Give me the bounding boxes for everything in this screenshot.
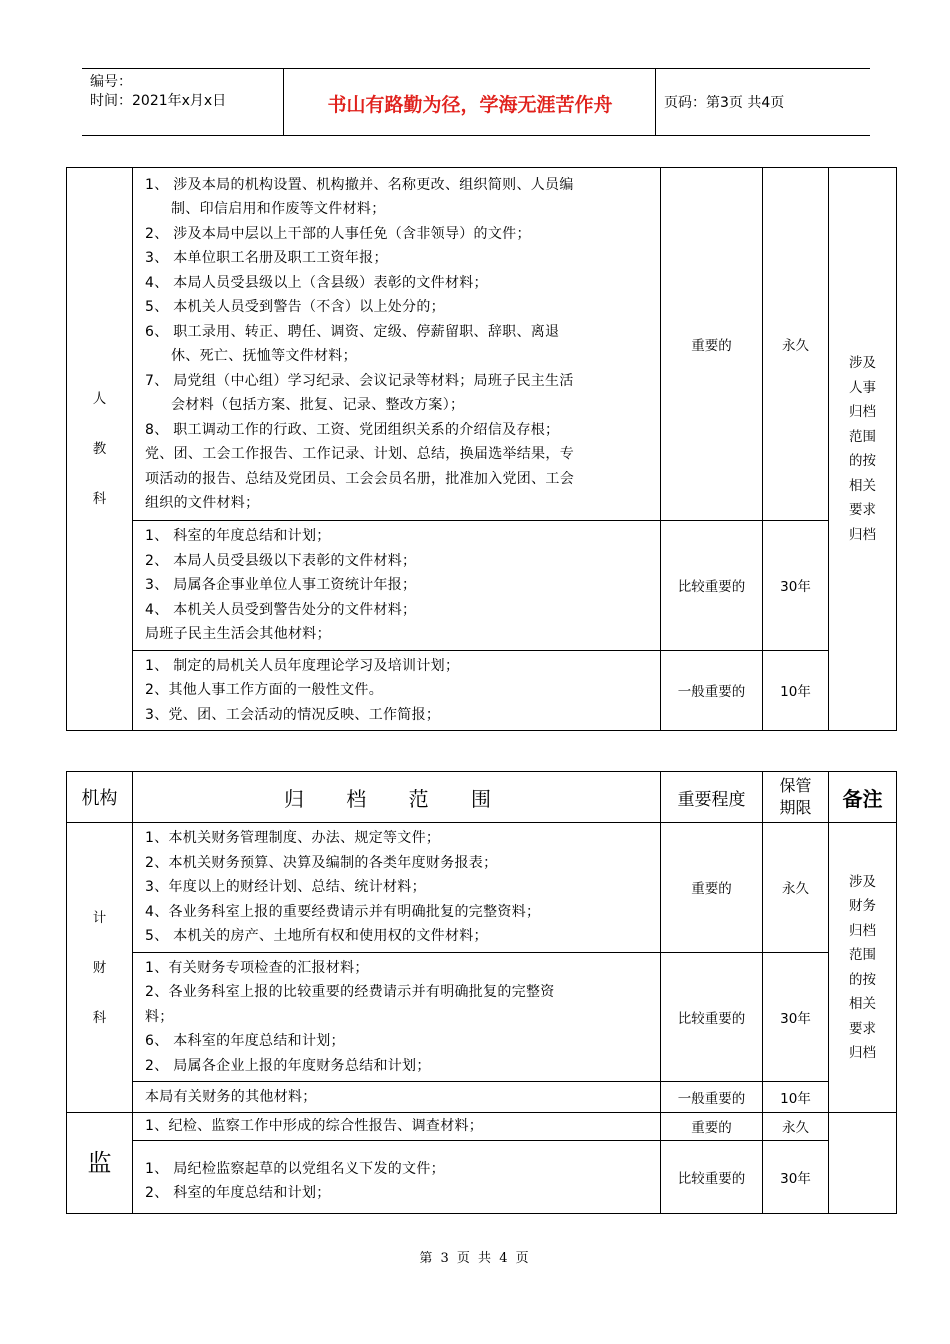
scope-line: 2、各业务科室上报的比较重要的经费请示并有明确批复的完整资 [145, 984, 555, 1000]
scope-cell [133, 521, 661, 651]
scope-cell [133, 823, 661, 953]
period-cell: 10年 [763, 1082, 829, 1113]
col-header-org: 机构 [67, 772, 133, 823]
scope-line: 1、 科室的年度总结和计划； [145, 528, 331, 544]
scope-line: 1、本机关财务管理制度、办法、规定等文件； [145, 830, 441, 846]
scope-line: 党、团、工会工作报告、工作记录、计划、总结，换届选举结果，专 [145, 446, 574, 462]
scope-line: 项活动的报告、总结及党团员、工会会员名册，批准加入党团、工会 [145, 470, 574, 487]
note-line: 归档 [849, 1045, 876, 1061]
org-cell-jian [67, 1113, 133, 1214]
scope-cell [133, 1082, 661, 1113]
scope-line: 2、 局属各企业上报的年度财务总结和计划； [145, 1057, 431, 1074]
archive-table-renjiao [66, 167, 897, 731]
importance-cell: 重要的 [661, 823, 763, 953]
col-header-note: 备注 [829, 772, 897, 823]
period-cell: 永久 [763, 168, 829, 521]
scope-cell [133, 650, 661, 731]
scope-line: 组织的文件材料； [145, 495, 260, 511]
period-cell: 永久 [763, 1113, 829, 1141]
scope-line: 料； [145, 1008, 174, 1025]
note-cell [829, 823, 897, 1113]
note-line: 的按 [849, 971, 876, 988]
note-line: 涉及 [849, 873, 876, 890]
org-cell-renjiao [67, 168, 133, 731]
importance-cell: 比较重要的 [661, 952, 763, 1082]
col-header-period-line2: 期限 [779, 798, 812, 817]
scope-cell [133, 1113, 661, 1141]
note-line: 要求 [849, 502, 876, 518]
scope-line: 5、 本机关人员受到警告（不含）以上处分的； [145, 299, 445, 315]
scope-line: 4、各业务科室上报的重要经费请示并有明确批复的完整资料； [145, 903, 541, 920]
period-cell: 永久 [763, 823, 829, 953]
scope-line: 1、 制定的局机关人员年度理论学习及培训计划； [145, 657, 460, 674]
scope-cell [133, 168, 661, 521]
scope-cell [133, 952, 661, 1082]
scope-line: 2、 本局人员受县级以下表彰的文件材料； [145, 552, 417, 569]
header-bottom-rule [82, 135, 870, 136]
note-line: 范围 [849, 947, 876, 963]
note-line: 归档 [849, 922, 876, 939]
scope-line: 1、 局纪检监察起草的以党组名义下发的文件； [145, 1160, 445, 1177]
scope-line: 制、印信启用和作废等文件材料； [171, 201, 386, 217]
col-header-period-line1: 保管 [779, 776, 812, 795]
note-line: 财务 [849, 898, 876, 914]
period-cell: 30年 [763, 952, 829, 1082]
scope-cell [133, 1140, 661, 1213]
page-indicator: 页码：第3页 共4页 [664, 95, 785, 111]
org-cell-jicai [67, 823, 133, 1113]
scope-line: 3、 本单位职工名册及职工工资年报； [145, 250, 388, 266]
doc-number-label: 编号： [90, 74, 132, 90]
org-char: 计 [92, 909, 107, 926]
scope-line: 2、本机关财务预算、决算及编制的各类年度财务报表； [145, 854, 498, 871]
header-top-rule [82, 68, 870, 69]
scope-line: 2、其他人事工作方面的一般性文件。 [145, 682, 384, 698]
scope-line: 8、 职工调动工作的行政、工资、党团组织关系的介绍信及存根； [145, 421, 560, 438]
org-char: 监 [87, 1148, 112, 1177]
importance-cell: 比较重要的 [661, 1140, 763, 1213]
scope-line: 2、 涉及本局中层以上干部的人事任免（含非领导）的文件； [145, 225, 531, 242]
note-line: 涉及 [849, 355, 876, 371]
doc-time-label: 时间：2021年x月x日 [90, 93, 227, 109]
scope-line: 4、 本机关人员受到警告处分的文件材料； [145, 601, 417, 618]
period-cell: 30年 [763, 521, 829, 651]
note-cell [829, 168, 897, 731]
archive-table-jicai [66, 771, 897, 1214]
scope-line: 本局有关财务的其他材料； [145, 1088, 317, 1105]
scope-line: 会材料（包括方案、批复、记录、整改方案）； [171, 397, 465, 413]
period-cell: 30年 [763, 1140, 829, 1213]
scope-line: 1、纪检、监察工作中形成的综合性报告、调查材料； [145, 1118, 484, 1134]
importance-cell: 重要的 [661, 1113, 763, 1141]
period-cell: 10年 [763, 650, 829, 731]
header-motto: 书山有路勤为径，学海无涯苦作舟 [327, 94, 613, 116]
note-line: 范围 [849, 428, 876, 445]
scope-line: 3、党、团、工会活动的情况反映、工作简报； [145, 706, 441, 723]
page-footer: 第 3 页 共 4 页 [419, 1251, 531, 1266]
importance-cell: 一般重要的 [661, 650, 763, 731]
scope-line: 4、 本局人员受县级以上（含县级）表彰的文件材料； [145, 274, 488, 291]
org-char: 人 [92, 391, 107, 407]
scope-line: 休、死亡、抚恤等文件材料； [171, 348, 357, 364]
org-char: 科 [92, 1009, 107, 1026]
org-char: 教 [92, 441, 107, 457]
note-line: 的按 [849, 453, 876, 469]
note-line: 归档 [849, 404, 876, 420]
importance-cell: 重要的 [661, 168, 763, 521]
scope-line: 3、年度以上的财经计划、总结、统计材料； [145, 879, 426, 895]
note-line: 归档 [849, 526, 876, 543]
col-header-importance: 重要程度 [661, 772, 763, 823]
importance-cell: 一般重要的 [661, 1082, 763, 1113]
table-header-row [67, 772, 897, 823]
note-cell [829, 1113, 897, 1214]
scope-line: 1、 涉及本局的机构设置、机构撤并、名称更改、组织简则、人员编 [145, 176, 574, 193]
scope-line: 5、 本机关的房产、土地所有权和使用权的文件材料； [145, 928, 488, 944]
org-char: 财 [92, 959, 107, 976]
scope-line: 7、 局党组（中心组）学习纪录、会议记录等材料；局班子民主生活 [145, 372, 574, 389]
col-header-period [763, 772, 829, 823]
scope-line: 2、 科室的年度总结和计划； [145, 1185, 331, 1201]
note-line: 人事 [849, 379, 876, 396]
scope-line: 6、 本科室的年度总结和计划； [145, 1033, 345, 1049]
org-char: 科 [92, 491, 107, 507]
note-line: 相关 [849, 477, 876, 494]
scope-line: 1、有关财务专项检查的汇报材料； [145, 959, 369, 976]
note-line: 要求 [849, 1020, 876, 1037]
scope-line: 6、 职工录用、转正、聘任、调资、定级、停薪留职、辞职、离退 [145, 323, 560, 340]
note-line: 相关 [849, 996, 876, 1012]
scope-line: 3、 局属各企事业单位人事工资统计年报； [145, 577, 417, 593]
scope-line: 局班子民主生活会其他材料； [145, 626, 331, 642]
importance-cell: 比较重要的 [661, 521, 763, 651]
col-header-scope: 归 档 范 围 [133, 772, 661, 823]
